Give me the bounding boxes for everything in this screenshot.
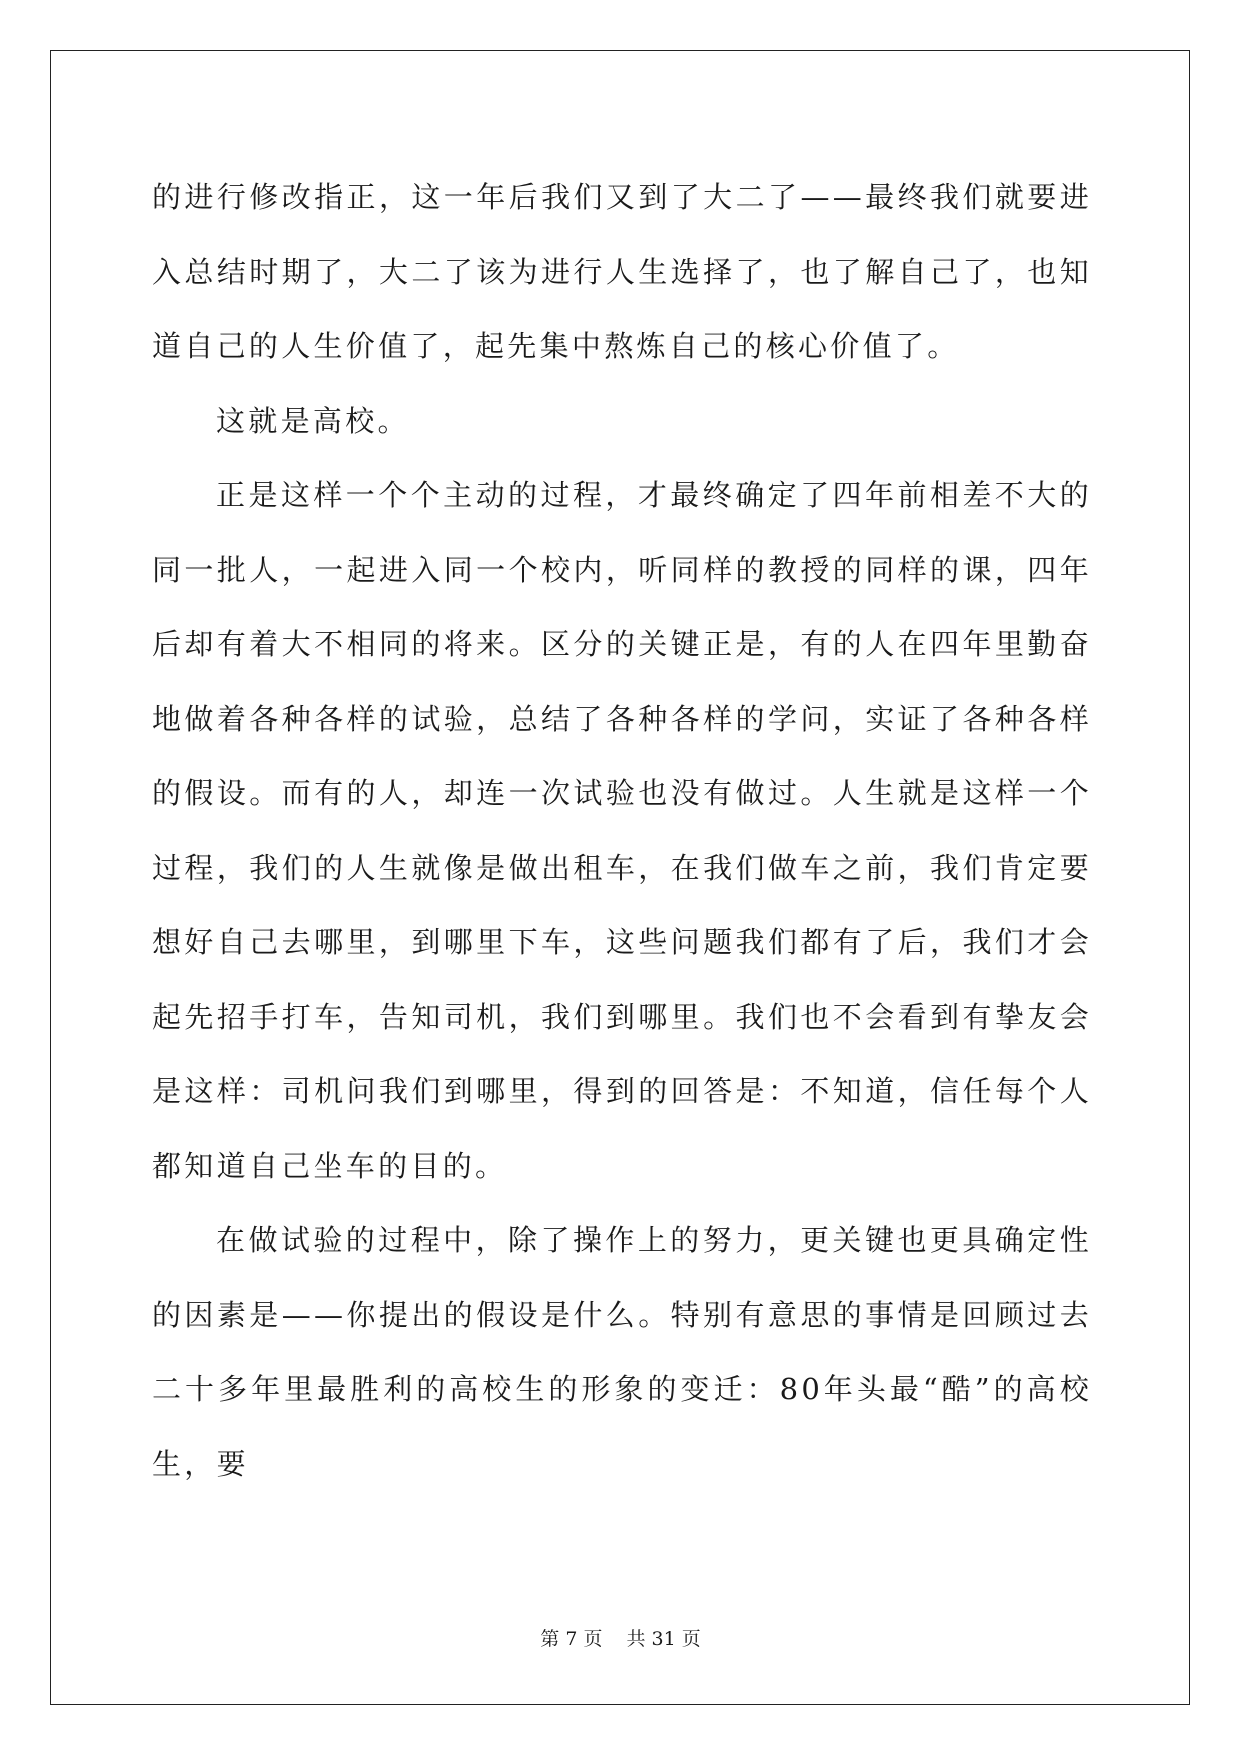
paragraph-1: 的进行修改指正，这一年后我们又到了大二了——最终我们就要进入总结时期了，大二了该为进行人生选择了，也了解自己了，也知道自己的人生价值了，起先集中熬炼自己的核心价值了。	[152, 180, 1092, 363]
paragraph-4: 在做试验的过程中，除了操作上的努力，更关键也更具确定性的因素是——你提出的假设是什么。特别有意思的事情是回顾过去二十多年里最胜利的高校生的形象的变迁：80年头最“酷”的高校生，要	[152, 1223, 1092, 1481]
paragraph-3: 正是这样一个个主动的过程，才最终确定了四年前相差不大的同一批人，一起进入同一个校内，听同样的教授的同样的课，四年后却有着大不相同的将来。区分的关键正是，有的人在四年里勤奋地做着各种各样的试验，总结了各种各样的学问，实证了各种各样的假设。而有的人，却连一次试验也没有做过。人生就是这样一个过程，我们的人生就像是做出租车，在我们做车之前，我们肯定要想好自己去哪里，到哪里下车，这些问题我们都有了后，我们才会起先招手打车，告知司机，我们到哪里。我们也不会看到有挚友会是这样：司机问我们到哪里，得到的回答是：不知道，信任每个人都知道自己坐车的目的。	[152, 478, 1092, 1183]
document-body	[152, 160, 1092, 1501]
page-footer	[0, 1624, 1241, 1651]
page-number: 第 7 页	[540, 1628, 603, 1650]
paragraph-2: 这就是高校。	[216, 403, 410, 438]
page-total: 共 31 页	[626, 1628, 701, 1650]
